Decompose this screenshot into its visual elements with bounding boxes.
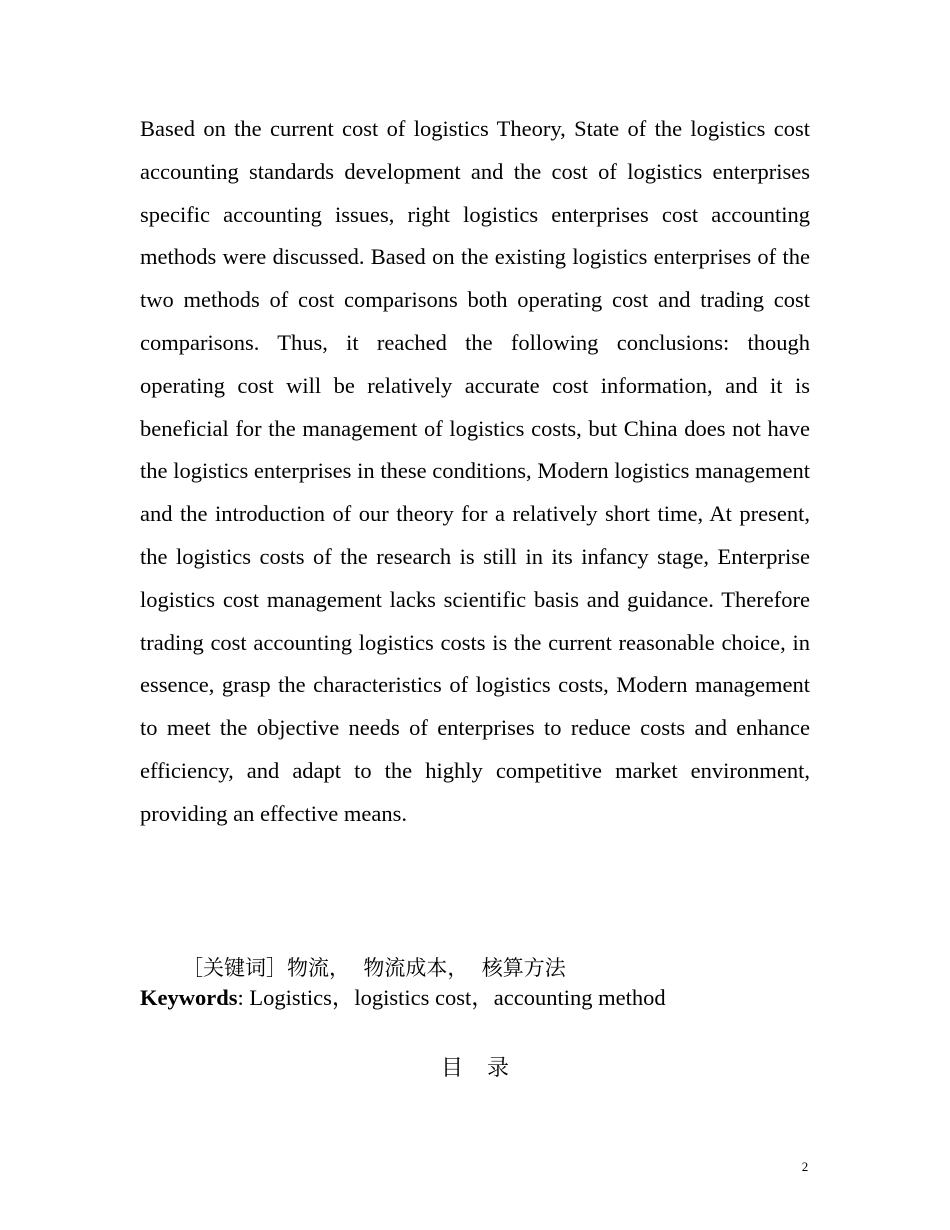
table-of-contents-title: 目录: [440, 1056, 533, 1081]
keywords-list: : Logistics，logistics cost，accounting method: [237, 985, 666, 1010]
page-number: 2: [801, 1159, 809, 1174]
abstract-paragraph: Based on the current cost of logistics Theory, State of the logistics cost accounting standards development and the cost of logistics enterprises specific accounting issues, right logistics enterprises cost accounting methods were discussed. Based on the existing logistics enterprises of the two methods of cost comparisons both operating cost and trading cost comparisons. Thus, it reached the following conclusions: though operating cost will be relatively accurate cost information, and it is beneficial for the management of logistics costs, but China does not have the logistics enterprises in these conditions, Modern logistics management and the introduction of our theory for a relatively short time, At present, the logistics costs of the research is still in its infancy stage, Enterprise logistics cost management lacks scientific basis and guidance. Therefore trading cost accounting logistics costs is the current reasonable choice, in essence, grasp the characteristics of logistics costs, Modern management to meet the objective needs of enterprises to reduce costs and enhance efficiency, and adapt to the highly competitive market environment, providing an effective means.: [140, 116, 810, 826]
keywords-english: [140, 982, 666, 1014]
keywords-label: Keywords: [140, 985, 238, 1010]
keywords-chinese: ［关键词］物流， 物流成本， 核算方法: [182, 956, 566, 980]
